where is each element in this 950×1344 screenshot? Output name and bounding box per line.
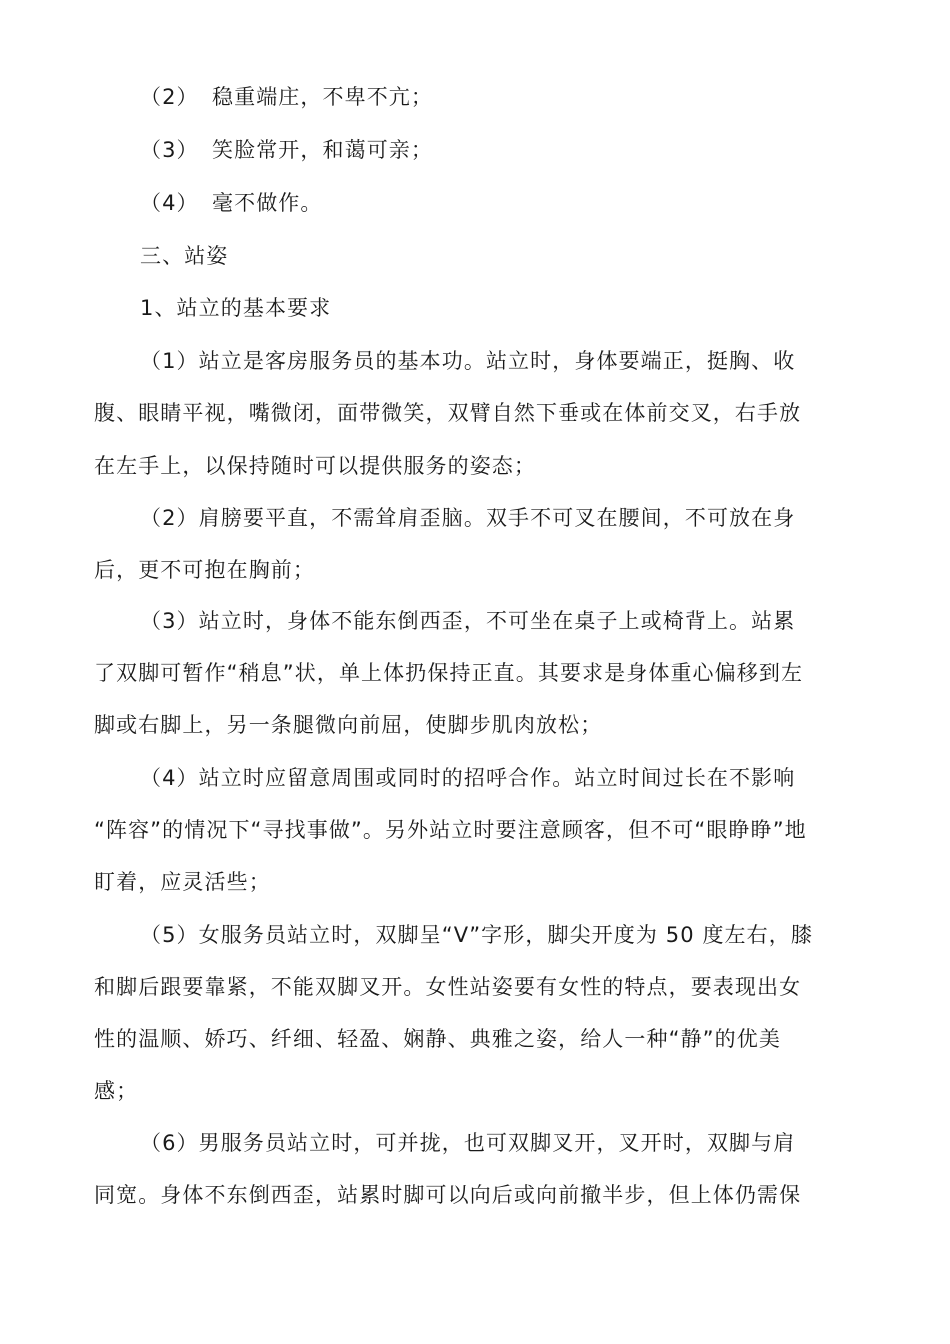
- section-heading: 三、站姿: [140, 244, 229, 268]
- paragraph-line: “阵容”的情况下“寻找事做”。另外站立时要注意顾客，但不可“眼睁睁”地: [94, 818, 807, 842]
- list-item-text: 稳重端庄，不卑不亢；: [212, 85, 433, 109]
- paragraph-line: 感；: [94, 1079, 139, 1103]
- paragraph-line: 同宽。身体不东倒西歪，站累时脚可以向后或向前撤半步，但上体仍需保: [94, 1183, 802, 1207]
- paragraph-line: 和脚后跟要靠紧，不能双脚叉开。女性站姿要有女性的特点，要表现出女: [94, 975, 802, 999]
- paragraph-line: （6）男服务员站立时，可并拢，也可双脚叉开，叉开时，双脚与肩: [140, 1131, 796, 1155]
- subsection-heading: 1、站立的基本要求: [140, 296, 332, 320]
- list-item-number: （2）: [140, 85, 199, 109]
- list-item: [140, 82, 433, 112]
- paragraph-line: 性的温顺、娇巧、纤细、轻盈、娴静、典雅之姿，给人一种“静”的优美: [94, 1027, 781, 1051]
- paragraph-line: 在左手上，以保持随时可以提供服务的姿态；: [94, 454, 536, 478]
- paragraph-line: 脚或右脚上，另一条腿微向前屈，使脚步肌肉放松；: [94, 713, 603, 737]
- paragraph-line: 了双脚可暂作“稍息”状，单上体扔保持正直。其要求是身体重心偏移到左: [94, 661, 804, 685]
- paragraph-line: 后，更不可抱在胸前；: [94, 558, 315, 582]
- list-item-number: （3）: [140, 138, 199, 162]
- paragraph-line: （2）肩膀要平直，不需耸肩歪脑。双手不可叉在腰间，不可放在身: [140, 506, 796, 530]
- paragraph-line: 腹、眼睛平视，嘴微闭，面带微笑，双臂自然下垂或在体前交叉，右手放: [94, 401, 802, 425]
- paragraph-line: （5）女服务员站立时，双脚呈“V”字形，脚尖开度为 50 度左右，膝: [140, 923, 813, 947]
- paragraph-line: （3）站立时，身体不能东倒西歪，不可坐在桌子上或椅背上。站累: [140, 609, 796, 633]
- list-item-number: （4）: [140, 191, 199, 215]
- paragraph-line: 盯着，应灵活些；: [94, 870, 271, 894]
- list-item-text: 毫不做作。: [212, 191, 323, 215]
- paragraph-line: （4）站立时应留意周围或同时的招呼合作。站立时间过长在不影响: [140, 766, 796, 790]
- list-item: [140, 188, 323, 218]
- list-item: [140, 135, 433, 165]
- paragraph-line: （1）站立是客房服务员的基本功。站立时，身体要端正，挺胸、收: [140, 349, 796, 373]
- list-item-text: 笑脸常开，和蔼可亲；: [212, 138, 433, 162]
